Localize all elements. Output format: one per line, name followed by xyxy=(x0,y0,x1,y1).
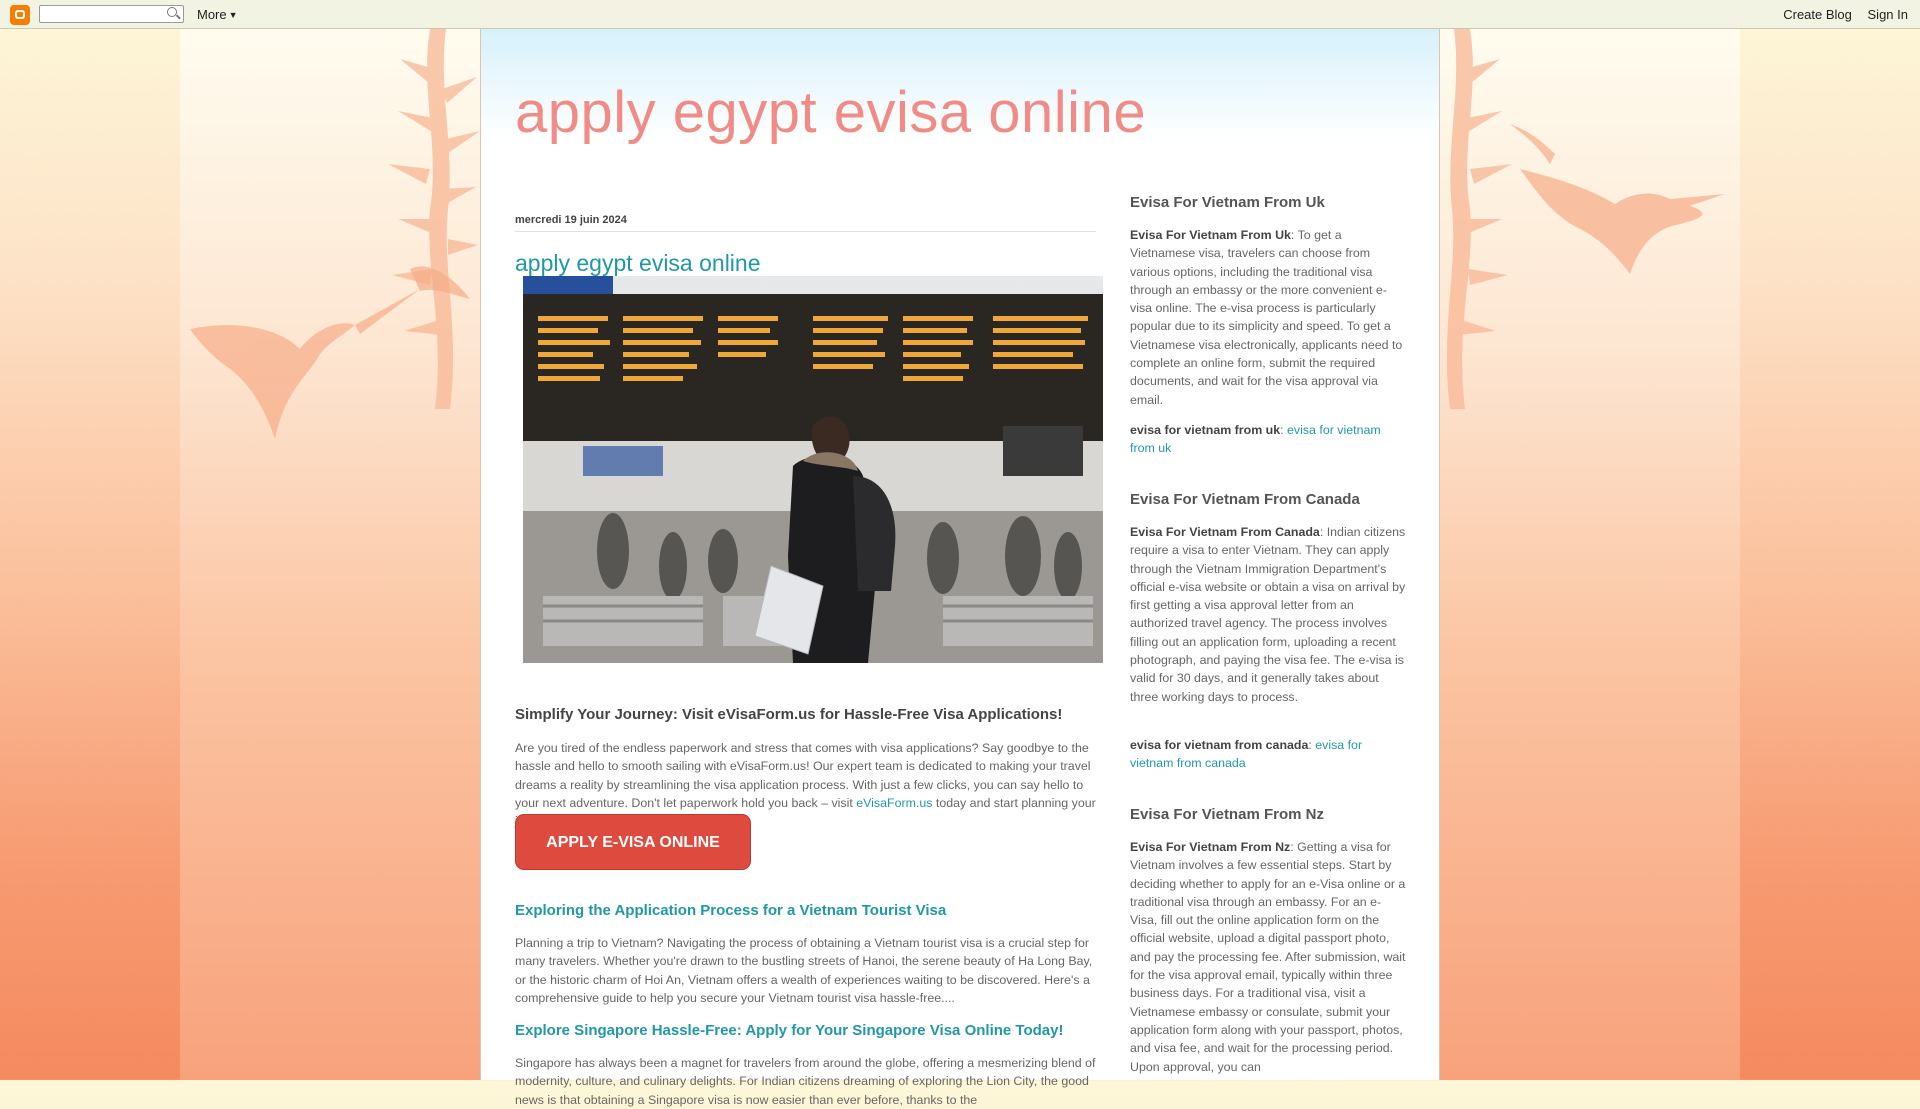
search-icon[interactable] xyxy=(164,6,182,22)
intro-tail: today and start planning your xyxy=(935,795,1096,810)
sign-in-link[interactable]: Sign In xyxy=(1867,7,1908,22)
sidebar-heading-canada: Evisa For Vietnam From Canada xyxy=(1130,491,1360,508)
navbar-actions xyxy=(1771,7,1908,22)
sidebar-link-canada[interactable]: evisa for vietnam from canada xyxy=(1130,738,1363,771)
blogger-logo-icon[interactable] xyxy=(10,5,30,25)
singapore-visa-post-link[interactable]: Explore Singapore Hassle-Free: Apply for Your Singapore Visa Online Today! xyxy=(515,1022,1064,1039)
airport-photo-illustration xyxy=(523,276,1103,663)
leaf-decoration-left xyxy=(180,29,480,449)
airport-traveler-image xyxy=(523,276,1103,663)
sidebar-bold-nz: Evisa For Vietnam From Nz xyxy=(1130,840,1291,854)
blog-title[interactable]: apply egypt evisa online xyxy=(515,80,1147,145)
more-label: More xyxy=(197,7,227,22)
search-input[interactable] xyxy=(39,5,184,23)
blogger-navbar xyxy=(0,0,1920,29)
caret-down-icon: ▼ xyxy=(228,10,238,20)
post-subheading: Simplify Your Journey: Visit eVisaForm.us for Hassle-Free Visa Applications! xyxy=(515,706,1063,723)
intro-text: Are you tired of the endless paperwork and stress that comes with visa applications? Say goodbye to the hassle and hello to smooth sailing with eVisaForm.us! Our expert team is dedicated to making your travel dreams a reality by streamlining the visa application process. With just a few clicks, you can say hello to your next adventure. Don't let paperwork hold you back – visit xyxy=(515,741,1091,810)
sidebar-body-canada: : Indian citizens require a visa to enter Vietnam. They can apply through the Vietnam Immigration Department's official e-visa website or obtain a visa on arrival by first getting a visa approval letter from an authorized travel agency. The process involves filling out an application form, uploading a recent photograph, and paying the visa fee. The e-visa is valid for 30 days, and it generally takes about three working days to process. xyxy=(1130,525,1406,704)
vietnam-visa-paragraph: Planning a trip to Vietnam? Navigating the process of obtaining a Vietnam tourist visa is a crucial step for many travelers. Whether you're drawn to the bustling streets of Hanoi, the serene beauty of Ha Long Bay, or the historic charm of Hoi An, Vietnam offers a wealth of experiences waiting to be discovered. Here's a comprehensive guide to help you secure your Vietnam tourist visa hassle-free.... xyxy=(515,936,1093,1005)
more-menu-button[interactable] xyxy=(197,7,238,22)
blog-content xyxy=(480,29,1440,1107)
vietnam-visa-post-link[interactable]: Exploring the Application Process for a Vietnam Tourist Visa xyxy=(515,902,947,919)
post-date: mercredi 19 juin 2024 xyxy=(515,214,1096,232)
sidebar-bold-uk: Evisa For Vietnam From Uk xyxy=(1130,228,1291,242)
singapore-visa-paragraph: Singapore has always been a magnet for travelers from around the globe, offering a mesmerizing blend of modernity, culture, and culinary delights. For Indian citizens dreaming of exploring the Lion City, the good news is that obtaining a Singapore visa is now easier than ever before, thanks to the xyxy=(515,1056,1096,1107)
sidebar-link-row-canada: evisa for vietnam from canada: evisa for vietnam from canada xyxy=(1130,738,1363,771)
sidebar-heading-uk: Evisa For Vietnam From Uk xyxy=(1130,194,1325,211)
apply-evisa-button[interactable]: APPLY E-VISA ONLINE xyxy=(515,814,751,870)
sidebar-text-canada xyxy=(1130,523,1407,706)
sidebar-text-uk xyxy=(1130,226,1407,409)
sidebar-heading-nz: Evisa For Vietnam From Nz xyxy=(1130,806,1324,823)
sidebar-link-label-uk: evisa for vietnam from uk xyxy=(1130,423,1281,437)
evisaform-link[interactable]: eVisaForm.us xyxy=(856,795,933,810)
sidebar-body-uk: : To get a Vietnamese visa, travelers can choose from various options, including the traditional visa through an embassy or the more convenient e-visa online. The e-visa process is particularly popular due to its simplicity and speed. To get a Vietnamese visa electronically, applicants need to complete an online form, submit the required documents, and wait for the visa approval via email. xyxy=(1130,228,1403,407)
post-title[interactable]: apply egypt evisa online xyxy=(515,250,761,276)
hummingbird-decoration-right xyxy=(1440,29,1740,449)
sidebar-link-uk[interactable]: evisa for vietnam from uk xyxy=(1130,423,1381,456)
sidebar-text-nz xyxy=(1130,838,1407,1076)
sidebar-bold-canada: Evisa For Vietnam From Canada xyxy=(1130,525,1320,539)
sidebar-link-label-canada: evisa for vietnam from canada xyxy=(1130,738,1309,752)
create-blog-link[interactable]: Create Blog xyxy=(1783,7,1852,22)
sidebar-body-nz: : Getting a visa for Vietnam involves a few essential steps. Start by deciding whether to apply for an e-Visa online or a traditional visa through an embassy. For an e-Visa, fill out the online application form on the official website, upload a digital passport photo, and pay the processing fee. After submission, wait for the visa approval email, typically within three business days. For a traditional visa, visit a Vietnamese embassy or consulate, submit your application form along with your passport, photos, and visa fee, and wait for the processing period. Upon approval, you can xyxy=(1130,840,1406,1074)
sidebar-link-row-uk: evisa for vietnam from uk: evisa for vietnam from uk xyxy=(1130,423,1381,456)
